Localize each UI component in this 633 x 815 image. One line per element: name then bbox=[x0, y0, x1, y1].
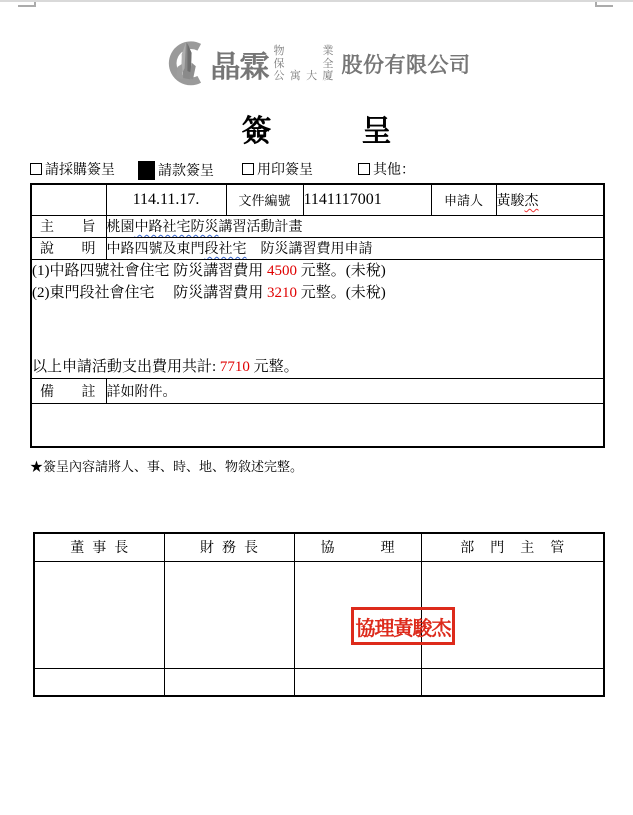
description-value: 中路四號及東門段社宅 防災講習費用申請 bbox=[106, 237, 604, 259]
remark-row bbox=[31, 378, 604, 403]
description-label: 說明 bbox=[31, 237, 106, 259]
signature-cell-chairman bbox=[34, 561, 164, 668]
company-logo-icon bbox=[163, 36, 209, 92]
empty-cell bbox=[421, 668, 604, 696]
signature-row-bottom bbox=[34, 668, 604, 696]
body-cell bbox=[31, 259, 604, 378]
service-line: 保全 bbox=[273, 57, 334, 70]
signature-row bbox=[34, 561, 604, 668]
grammarcheck-flagged-text: 段社宅 bbox=[204, 242, 247, 257]
company-name: 晶霖 bbox=[210, 51, 269, 84]
total-amount-value: 7710 bbox=[219, 358, 250, 375]
signature-cell-cfo bbox=[164, 561, 294, 668]
empty-row bbox=[31, 403, 604, 447]
page-margin-mark-right bbox=[595, 2, 613, 7]
window-top-edge bbox=[0, 0, 633, 2]
subject-label: 主旨 bbox=[31, 215, 106, 237]
page-margin-mark-left bbox=[18, 2, 36, 7]
applicant-name: 黃駿杰 bbox=[496, 184, 604, 215]
checkbox-label: 請款簽呈 bbox=[158, 163, 214, 179]
checkbox-icon-checked[interactable] bbox=[138, 161, 155, 180]
completeness-footnote: ★簽呈內容請將人、事、時、地、物敘述完整。 bbox=[30, 459, 304, 474]
header-chairman: 董事長 bbox=[34, 533, 164, 561]
approval-header-row bbox=[34, 533, 604, 561]
company-logo-header bbox=[0, 36, 633, 92]
date-field: 114.11.17. bbox=[106, 184, 226, 215]
remark-value: 詳如附件。 bbox=[106, 378, 604, 403]
checkbox-label: 用印簽呈 bbox=[257, 163, 313, 178]
empty-cell bbox=[164, 668, 294, 696]
header-cfo: 財務長 bbox=[164, 533, 294, 561]
body-row bbox=[31, 259, 604, 378]
checkbox-label: 其他： bbox=[373, 163, 415, 178]
request-type-checkboxes bbox=[0, 157, 633, 183]
document-title: 簽呈 bbox=[241, 115, 392, 148]
checkbox-payment-request[interactable] bbox=[138, 159, 214, 180]
subject-row bbox=[31, 215, 604, 237]
checkbox-label: 請採購簽呈 bbox=[45, 163, 115, 178]
checkbox-other[interactable] bbox=[358, 159, 415, 179]
remark-label: 備註 bbox=[31, 378, 106, 403]
description-row bbox=[31, 237, 604, 259]
empty-cell bbox=[31, 403, 604, 447]
empty-cell bbox=[31, 184, 106, 215]
amount-value: 3210 bbox=[267, 284, 297, 301]
form-header-row bbox=[31, 184, 604, 215]
service-line: 公寓大廈 bbox=[273, 70, 334, 83]
service-line: 物業 bbox=[273, 45, 334, 58]
checkbox-seal-request[interactable] bbox=[242, 159, 313, 179]
doc-no-label: 文件編號 bbox=[226, 184, 303, 215]
checkbox-purchase-request[interactable] bbox=[30, 159, 115, 179]
grammarcheck-flagged-text: 中路社宅防災 bbox=[134, 220, 219, 235]
expense-line-2: (2)東門段社會住宅 防災講習費用 3210 元整。(未稅) bbox=[32, 284, 386, 301]
doc-no-value: 1141117001 bbox=[303, 184, 431, 215]
checkbox-icon[interactable] bbox=[358, 163, 370, 175]
checkbox-icon[interactable] bbox=[30, 163, 42, 175]
spellcheck-flagged-text: 杰 bbox=[524, 193, 539, 209]
amount-value: 4500 bbox=[267, 262, 297, 279]
applicant-label: 申請人 bbox=[431, 184, 496, 215]
spacer bbox=[32, 304, 603, 356]
empty-cell bbox=[294, 668, 421, 696]
company-suffix: 股份有限公司 bbox=[341, 53, 471, 77]
request-form-table bbox=[30, 183, 605, 448]
header-associate-manager: 協理 bbox=[294, 533, 421, 561]
subject-value: 桃園中路社宅防災講習活動計畫 bbox=[106, 215, 604, 237]
total-line: 以上申請活動支出費用共計: 7710 元整。 bbox=[32, 358, 299, 375]
header-department-head: 部門主管 bbox=[421, 533, 604, 561]
expense-line-1: (1)中路四號社會住宅 防災講習費用 4500 元整。(未稅) bbox=[32, 262, 386, 279]
empty-cell bbox=[34, 668, 164, 696]
associate-manager-stamp: 協理黃駿杰 bbox=[351, 607, 455, 645]
company-service-lines bbox=[274, 45, 334, 83]
checkbox-icon[interactable] bbox=[242, 163, 254, 175]
approval-signature-table bbox=[33, 532, 605, 697]
